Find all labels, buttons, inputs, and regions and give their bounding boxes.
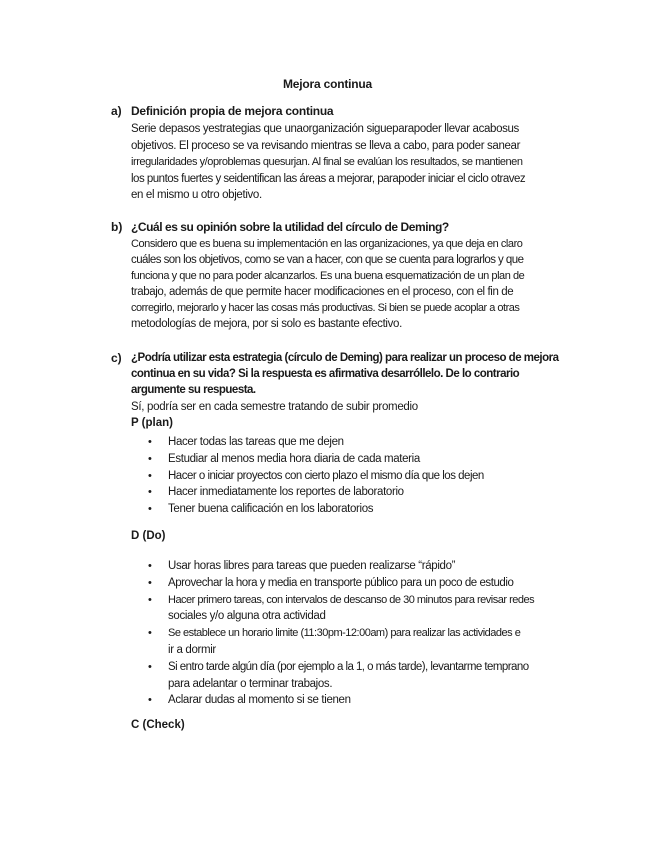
list-item: • Hacer inmediatamente los reportes de laboratorio	[148, 484, 578, 501]
paragraph-line: funciona y que no para poder alcanzarlos. Es una buena esquematización de un plan de	[131, 270, 525, 282]
bullet-icon: •	[148, 469, 152, 482]
list-item: • Hacer primero tareas, con intervalos de descanso de 30 minutos para revisar redes sociales y/o alguna otra actividad	[148, 593, 535, 623]
section-b-label: b)	[111, 220, 123, 234]
section-c-title-line: continua en su vida? Si la respuesta es afirmativa desarróllelo. De lo contrario	[131, 368, 520, 380]
section-a-title: Definición propia de mejora continua	[131, 104, 334, 118]
section-c-heading	[111, 350, 571, 398]
list-item: • Hacer o iniciar proyectos con cierto plazo el mismo día que los dejen	[148, 468, 578, 485]
paragraph-line: irregularidades y/oproblemas quesurjan. Al final se evalúan los resultados, se mantienen	[131, 156, 523, 168]
paragraph-line: en el mismo u otro objetivo.	[131, 189, 262, 201]
bullet-icon: •	[148, 660, 152, 673]
do-label: D (Do)	[131, 530, 166, 542]
section-c-title-line: argumente su respuesta.	[131, 384, 256, 396]
paragraph-line: los puntos fuertes y seidentifican las áreas a mejorar, parapoder iniciar el ciclo otravez	[131, 172, 526, 185]
page-title: Mejora continua	[282, 77, 372, 91]
paragraph-line: metodologías de mejora, por si solo es bastante efectivo.	[131, 318, 402, 330]
plan-list	[148, 434, 578, 518]
paragraph-line: trabajo, además de que permite hacer modificaciones en el proceso, con el fin de	[131, 286, 514, 298]
section-c-title	[131, 350, 561, 398]
bullet-icon: •	[148, 694, 152, 707]
check-label: C (Check)	[131, 719, 185, 731]
bullet-icon: •	[148, 593, 152, 606]
bullet-icon: •	[148, 627, 152, 640]
plan-label: P (plan)	[131, 417, 173, 429]
bullet-icon: •	[148, 436, 152, 448]
section-c-title-line: ¿Podría utilizar esta estrategia (círculo de Deming) para realizar un proceso de mejora	[131, 352, 559, 364]
section-a-label: a)	[111, 104, 122, 118]
do-list	[148, 558, 578, 709]
bullet-icon: •	[148, 560, 152, 572]
section-c-answer: Sí, podría ser en cada semestre tratando de subir promedio	[131, 401, 418, 413]
list-item: • Estudiar al menos media hora diaria de cada materia	[148, 451, 578, 468]
list-item: • Si entro tarde algún día (por ejemplo a la 1, o más tarde), levantarme temprano para adelantar o terminar trabajos.	[148, 660, 529, 690]
list-item: • Aprovechar la hora y media en transporte público para un poco de estudio	[148, 575, 578, 592]
paragraph-line: Serie depasos yestrategias que unaorganización sigueparapoder llevar acabosus	[131, 123, 519, 135]
paragraph-line: objetivos. El proceso se va revisando mientras se lleva a cabo, para poder sanear	[131, 139, 521, 152]
bullet-icon: •	[148, 452, 152, 465]
bullet-icon: •	[148, 503, 152, 516]
section-a-heading	[111, 103, 571, 119]
list-item: • Tener buena calificación en los laboratorios	[148, 501, 578, 518]
section-b-paragraph	[131, 236, 561, 332]
list-item: • Usar horas libres para tareas que pueden realizarse “rápido”	[148, 558, 578, 575]
list-item: • Hacer todas las tareas que me dejen	[148, 434, 578, 451]
paragraph-line: corregirlo, mejorarlo y hacer las cosas más productivas. Si bien se puede acoplar a otras	[131, 302, 520, 314]
bullet-icon: •	[148, 486, 152, 499]
section-c-label: c)	[111, 351, 122, 365]
list-item: • Se establece un horario limite (11:30pm-12:00am) para realizar las actividades e ir a dormir	[148, 627, 521, 656]
section-a-paragraph	[131, 121, 561, 204]
bullet-icon: •	[148, 576, 152, 589]
list-item: • Aclarar dudas al momento si se tienen	[148, 692, 578, 709]
paragraph-line: cuáles son los objetivos, como se van a hacer, con que se cuenta para lograrlos y que	[131, 254, 524, 266]
section-b-heading	[111, 219, 571, 235]
paragraph-line: Considero que es buena su implementación en las organizaciones, ya que deja en claro	[131, 238, 523, 250]
section-b-title: ¿Cuál es su opinión sobre la utilidad del círculo de Deming?	[131, 220, 449, 234]
